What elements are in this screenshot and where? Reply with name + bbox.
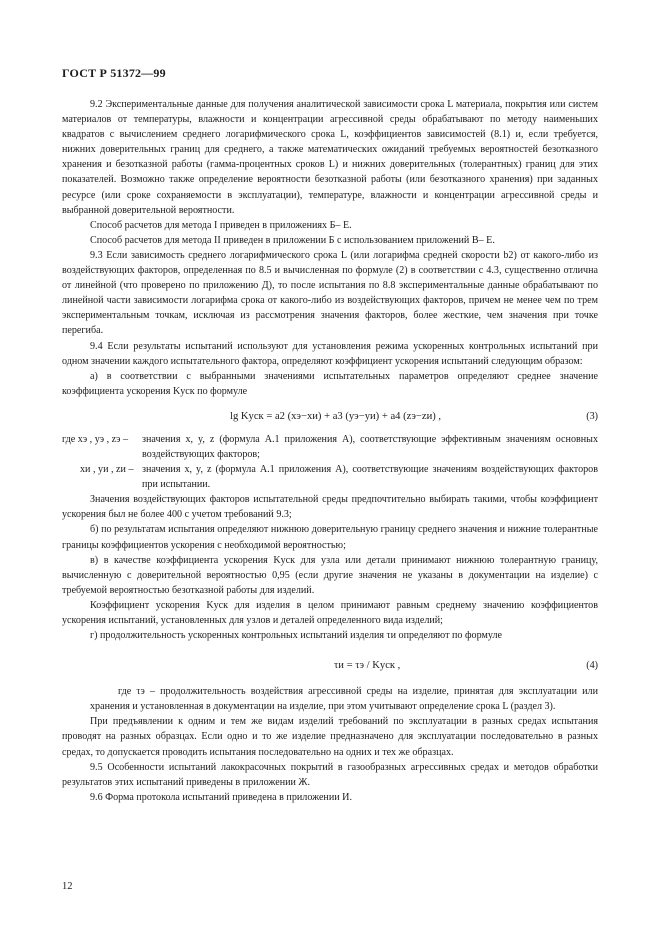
paragraph-9-5: 9.5 Особенности испытаний лакокрасочных покрытий в газообразных агрессивных средах и методов обработки результатов этих испытаний приведены в приложении Ж. [62, 761, 598, 788]
paragraph-method-1: Способ расчетов для метода I приведен в приложениях Б– Е. [90, 219, 352, 231]
where-item [62, 432, 598, 462]
formula-3 [62, 402, 598, 432]
where-item [62, 462, 598, 492]
paragraph-9-4-b: б) по результатам испытания определяют нижнюю доверительную границу среднего значения и нижние толерантные границы коэффициентов ускорения с необходимой вероятностью; [62, 524, 598, 551]
paragraph-samples: При предъявлении к одним и тем же видам изделий требований по эксплуатации в разных средах испытания проводят на разных образцах. Если одно и то же изделие предназначено для эксплуатации последовательно в разных средах, то допускается проводить испытания последовательно на одних и тех же образцах. [62, 716, 598, 758]
formula-4-note: где τэ – продолжительность воздействия агрессивной среды на изделие, принятая для эксплуатации или хранения и установленная в документации на изделие, при этом учитывают определение срока L (раздел 3). [90, 686, 598, 713]
paragraph-coefficient: Коэффициент ускорения Kуск для изделия в целом принимают равным среднему значению коэффициентов ускорения испытаний, установленных для узлов и деталей определенного вида изделий; [62, 599, 598, 626]
paragraph-9-4-g: г) продолжительность ускоренных контрольных испытаний изделия τи определяют по формуле [90, 630, 502, 642]
paragraph-9-4: 9.4 Если результаты испытаний используют для установления режима ускоренных контрольных испытаний при одном значении каждого испытательного фактора, определяют коэффициент ускорения испытаний следующим образом: [62, 340, 598, 367]
paragraph-method-2: Способ расчетов для метода II приведен в приложении Б с использованием приложений В– Е. [90, 234, 495, 246]
formula-4-expression: τи = τэ / Kуск , [334, 660, 401, 672]
document-header: ГОСТ Р 51372—99 [62, 66, 166, 80]
document-body [62, 97, 598, 805]
where-symbol: где xэ , yэ , zэ – [62, 433, 129, 445]
paragraph-9-4-v: в) в качестве коэффициента ускорения Kуск для узла или детали принимают нижнюю толерантную границу, вычисленную с доверительной вероятностью 0,95 (если другие значения не указаны в документации на изделие) с требуемой вероятностью безотказной работы для изделий. [62, 554, 598, 596]
paragraph-factors: Значения воздействующих факторов испытательной среды предпочтительно выбирать такими, чтобы коэффициент ускорения был не более 400 с учетом требований 9.3; [62, 494, 598, 521]
where-text: значения x, y, z (формула А.1 приложения А), соответствующие эффективным значениям основных воздействующих факторов; [142, 433, 598, 460]
paragraph-9-3: 9.3 Если зависимость среднего логарифмического срока L (или логарифма средней скорости b2) от какого-либо из воздействующих факторов, определенная по 8.5 и вычисленная по формуле (2) в соответствии с 4.3, существенно отлична от линейной (что проверено по приложению Д), то после испытания по 8.8 экспериментальные данные обрабатывают по линейной части зависимости логарифма срока от какого-либо из воздействующих факторов, причем не менее чем по трем экспериментальным точкам, исключая из рассмотрения значения факторов, более жесткие, чем значения при точке перегиба. [62, 249, 598, 337]
where-text: значения x, y, z (формула А.1 приложения А), соответствующие значениям воздействующих факторов при испытании. [142, 464, 598, 491]
page-number: 12 [62, 881, 73, 892]
formula-4 [62, 646, 598, 684]
paragraph-9-4-a: а) в соответствии с выбранными значениями испытательных параметров определяют среднее значение коэффициента ускорения Kуск по формуле [62, 370, 598, 397]
paragraph-9-6: 9.6 Форма протокола испытаний приведена в приложении И. [90, 791, 352, 803]
formula-3-number: (3) [586, 410, 598, 422]
formula-3-expression: lg Kуск = a2 (xэ−xи) + a3 (yэ−yи) + a4 (zэ−zи) , [230, 410, 442, 422]
formula-4-number: (4) [586, 660, 598, 672]
where-symbol: xи , yи , zи – [80, 464, 134, 476]
paragraph-9-2: 9.2 Экспериментальные данные для получения аналитической зависимости срока L материала, покрытия или систем материалов от температуры, влажности и концентрации агрессивной среды обрабатывают по методу наименьших квадратов с вычислением среднего логарифмического срока L, коэффициентов зависимостей (8.1) и, если требуется, нижних доверительных границ для среднего, а также математических ожиданий требуемых вероятностей безотказного хранения и безотказной работы (гамма-процентных сроков L) и нижних доверительных (толерантных) границ для этих показателей. Возможно также определение вероятности безотказной работы (или безотказного хранения) при заданных ресурсе (или сроке сохраняемости в эксплуатации), температуре, влажности и концентрации агрессивной среды и выбранной доверительной вероятности. [62, 99, 598, 216]
